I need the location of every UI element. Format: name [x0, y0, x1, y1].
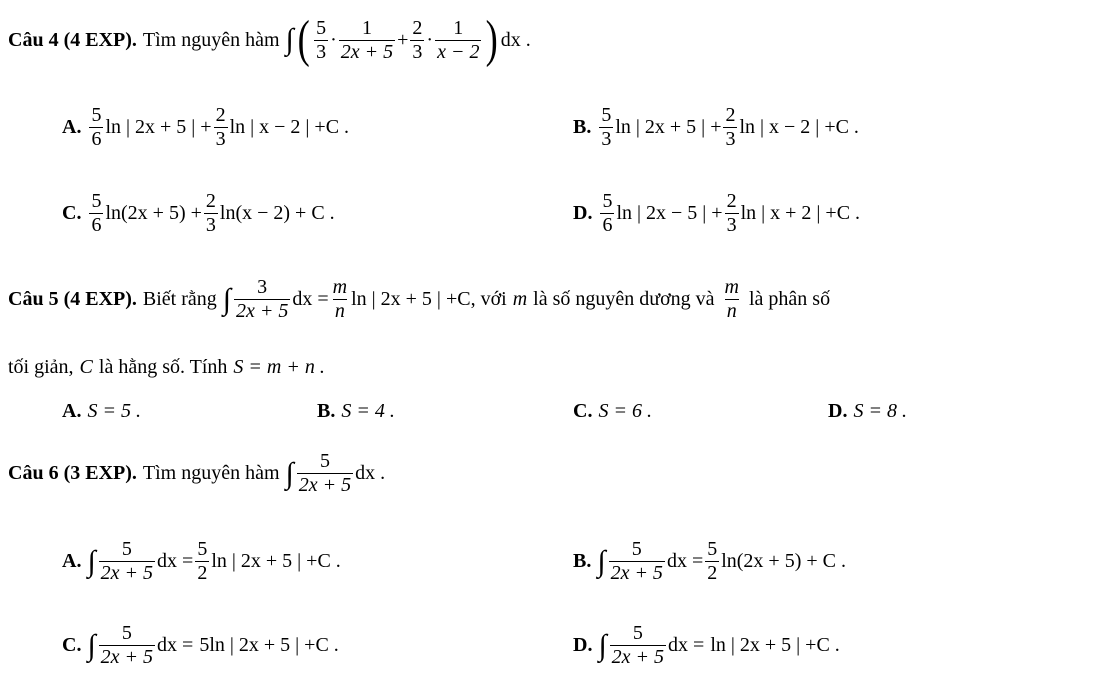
- option-math: ln | 2x + 5 | +C .: [710, 634, 840, 656]
- fraction: $\frac{5}{2x + 5}$: [100, 622, 154, 668]
- q5-prompt: Biết rằng: [142, 288, 217, 310]
- q6-option-a[interactable]: [62, 538, 341, 585]
- integral-sign: ∫: [222, 282, 231, 316]
- fraction: $\frac{1}{2x + 5}$: [340, 16, 394, 63]
- option-label: C.: [573, 400, 593, 422]
- dot: ·: [426, 28, 434, 51]
- option-label: B.: [317, 400, 336, 422]
- q4-option-c[interactable]: [62, 190, 335, 237]
- fraction: $\frac{2}{3}$: [726, 190, 737, 236]
- fraction-m-over-n: $\frac{m}{n}$: [724, 276, 739, 322]
- q6-option-c[interactable]: [62, 622, 339, 669]
- integral-sign: ∫: [87, 628, 96, 662]
- dx: dx .: [500, 28, 531, 51]
- integral-sign: ∫: [285, 456, 294, 490]
- integral-sign: ∫: [598, 628, 607, 662]
- option-math: ln(x − 2) + C .: [219, 202, 335, 224]
- dx-equals: dx =: [666, 550, 704, 572]
- integral-sign: ∫: [597, 544, 606, 578]
- option-math: 5ln | 2x + 5 | +C .: [199, 634, 339, 656]
- open-paren: (: [297, 11, 310, 68]
- option-math: ln | x + 2 | +C .: [740, 202, 861, 224]
- fraction-m-over-n: $\frac{m}{n}$: [332, 276, 348, 322]
- close-paren: ): [486, 11, 499, 68]
- option-math: ln | 2x + 5 | +: [105, 116, 212, 138]
- option-math: ln | 2x + 5 | +C .: [211, 550, 341, 572]
- s-expression: S = m + n .: [233, 356, 325, 378]
- option-math: S = 6 .: [598, 400, 652, 422]
- dx: dx .: [355, 462, 386, 484]
- fraction: $\frac{5}{2x + 5}$: [298, 450, 352, 496]
- fraction: $\frac{1}{x - 2}$: [437, 16, 480, 63]
- q5-option-a[interactable]: [62, 400, 141, 423]
- option-label: D.: [573, 202, 593, 224]
- fraction: $\frac{5}{2x + 5}$: [611, 622, 665, 668]
- option-math: ln | x − 2 | +C .: [739, 116, 859, 138]
- q6-label: Câu 6 (3 EXP).: [8, 462, 137, 484]
- fraction: $\frac{5}{6}$: [602, 190, 613, 236]
- q4-option-a[interactable]: [62, 104, 349, 151]
- q5-option-d[interactable]: [828, 400, 907, 423]
- fraction: $\frac{5}{6}$: [91, 104, 102, 150]
- option-math: S = 8 .: [853, 400, 907, 422]
- q5-stem-line2: [8, 356, 325, 379]
- option-label: B.: [573, 550, 592, 572]
- q5-rest: ln | 2x + 5 | +C: [351, 288, 471, 310]
- q5-line2-start: tối giản,: [8, 356, 74, 378]
- fraction: $\frac{5}{2x + 5}$: [100, 538, 154, 584]
- q6-option-d[interactable]: [573, 622, 840, 669]
- fraction: $\frac{2}{3}$: [412, 16, 423, 63]
- q5-text-mid2: là số nguyên dương và: [533, 288, 715, 310]
- dx-equals: dx =: [292, 288, 329, 310]
- option-math: ln(2x + 5) + C .: [721, 550, 846, 572]
- q6-prompt: Tìm nguyên hàm: [142, 462, 280, 484]
- fraction: $\frac{3}{2x + 5}$: [235, 276, 289, 322]
- option-label: D.: [828, 400, 848, 422]
- option-label: C.: [62, 634, 82, 656]
- dx-equals: dx =: [157, 550, 194, 572]
- fraction: $\frac{5}{6}$: [91, 190, 102, 236]
- option-label: A.: [62, 116, 82, 138]
- q5-text-mid: , với: [470, 288, 507, 310]
- option-label: C.: [62, 202, 82, 224]
- q5-option-c[interactable]: [573, 400, 652, 423]
- fraction: $\frac{2}{3}$: [205, 190, 216, 236]
- q4-prompt: Tìm nguyên hàm: [142, 28, 280, 51]
- fraction: $\frac{2}{3}$: [725, 104, 736, 150]
- dot: ·: [330, 28, 337, 51]
- q5-line2-mid: là hằng số. Tính: [98, 356, 228, 378]
- option-math: ln | 2x + 5 | +: [615, 116, 722, 138]
- dx-equals: dx =: [157, 634, 194, 656]
- fraction: $\frac{5}{2}$: [197, 538, 208, 584]
- option-math: S = 5 .: [87, 400, 141, 422]
- fraction: $\frac{5}{2x + 5}$: [610, 538, 663, 584]
- option-label: B.: [573, 116, 592, 138]
- dx-equals: dx =: [668, 634, 705, 656]
- plus: +: [397, 28, 409, 51]
- m-variable: m: [512, 288, 528, 310]
- fraction: $\frac{2}{3}$: [215, 104, 226, 150]
- q6-option-b[interactable]: [573, 538, 846, 585]
- fraction: $\frac{5}{3}$: [601, 104, 612, 150]
- integral-sign: ∫: [285, 23, 294, 56]
- fraction: $\frac{5}{3}$: [316, 16, 327, 63]
- q4-stem: [8, 11, 531, 68]
- fraction: $\frac{5}{2}$: [707, 538, 718, 584]
- option-label: A.: [62, 550, 82, 572]
- q5-option-b[interactable]: [317, 400, 395, 423]
- q6-stem: [8, 450, 385, 497]
- q4-label: Câu 4 (4 EXP).: [8, 28, 137, 51]
- option-math: S = 4 .: [341, 400, 395, 422]
- q5-stem: [8, 276, 830, 323]
- q4-option-b[interactable]: [573, 104, 859, 151]
- integral-sign: ∫: [87, 544, 96, 578]
- q5-text-end: là phân số: [749, 288, 831, 310]
- option-math: ln(2x + 5) +: [105, 202, 202, 224]
- c-variable: C: [79, 356, 93, 378]
- option-math: ln | 2x − 5 | +: [616, 202, 723, 224]
- q4-option-d[interactable]: [573, 190, 860, 237]
- q5-label: Câu 5 (4 EXP).: [8, 288, 137, 310]
- option-label: A.: [62, 400, 82, 422]
- option-label: D.: [573, 634, 593, 656]
- option-math: ln | x − 2 | +C .: [229, 116, 350, 138]
